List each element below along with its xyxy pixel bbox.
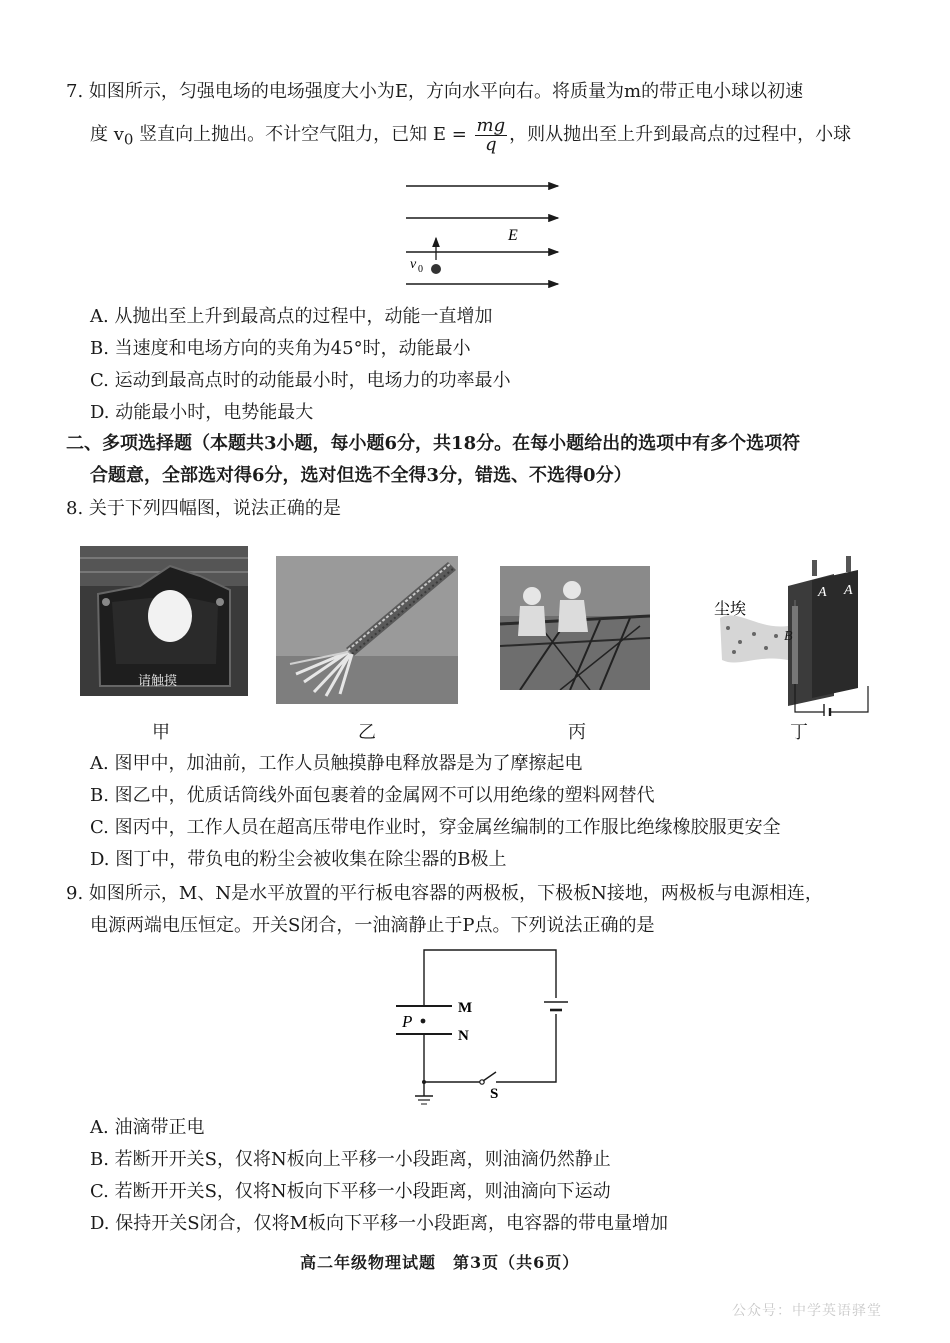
q7-text-c: ，则从抛出至上升到最高点的过程中，小球: [509, 124, 852, 145]
q9-option-c: C. 若断开开关S，仅将N板向下平移一小段距离，则油滴向下运动: [90, 1181, 611, 1202]
section2-line1: 二、多项选择题（本题共3小题，每小题6分，共18分。在每小题给出的选项中有多个选项符: [66, 433, 801, 454]
q7-option-b: B. 当速度和电场方向的夹角为45°时，动能最小: [90, 338, 471, 359]
q8-option-b: B. 图乙中，优质话筒线外面包裹着的金属网不可以用绝缘的塑料网替代: [90, 785, 655, 806]
q8-stem: 8. 关于下列四幅图，说法正确的是: [66, 498, 341, 519]
caption-yi: 乙: [358, 722, 376, 743]
q8-option-d: D. 图丁中，带负电的粉尘会被收集在除尘器的B极上: [90, 849, 507, 870]
dust-stream: [720, 615, 788, 662]
caption-ding: 丁: [790, 722, 808, 743]
photo-jia: [80, 546, 248, 696]
plate-B: [792, 606, 798, 684]
caption-jia: 甲: [152, 722, 170, 743]
watermark: 公众号：中学英语驿堂: [732, 1303, 882, 1319]
q7-v0-sub: 0: [123, 130, 134, 149]
q7-option-d: D. 动能最小时，电势能最大: [90, 402, 314, 423]
q8-option-c: C. 图丙中，工作人员在超高压带电作业时，穿金属丝编制的工作服比绝缘橡胶服更安全: [90, 817, 781, 838]
dust-collector-diagram: [708, 556, 878, 716]
q7-text-b: 竖直向上抛出。不计空气阻力，已知 E =: [133, 124, 473, 145]
q9-option-a: A. 油滴带正电: [90, 1117, 205, 1138]
q7-option-a: A. 从抛出至上升到最高点的过程中，动能一直增加: [90, 306, 493, 327]
label-E: E: [508, 227, 518, 244]
q9-stem-line2: 电源两端电压恒定。开关S闭合，一油滴静止于P点。下列说法正确的是: [90, 915, 655, 936]
page-footer: 高二年级物理试题 第3页（共6页）: [300, 1253, 580, 1272]
q7-option-c: C. 运动到最高点时的动能最小时，电场力的功率最小: [90, 370, 511, 391]
q8-option-a: A. 图甲中，加油前，工作人员触摸静电释放器是为了摩擦起电: [90, 753, 583, 774]
label-dust: 尘埃: [714, 601, 747, 618]
label-N: N: [458, 1028, 469, 1044]
photo-jia-sign: 请触摸: [138, 674, 178, 689]
section2-line2: 合题意，全部选对得6分，选对但选不全得3分，错选、不选得0分）: [90, 465, 632, 486]
photo-bing: [500, 566, 650, 690]
label-A1: A: [818, 585, 827, 600]
q7-frac-num: mg: [476, 114, 506, 136]
caption-bing: 丙: [568, 722, 586, 743]
q7-frac-den: q: [485, 133, 497, 155]
q9-stem-line1: 9. 如图所示，M、N是水平放置的平行板电容器的两极板，下极板N接地，两极板与电源相连，: [66, 883, 823, 904]
label-S: S: [490, 1086, 499, 1102]
label-P: P: [402, 1012, 413, 1031]
label-B: B: [784, 629, 793, 644]
q7-stem-line1: 7. 如图所示，匀强电场的电场强度大小为E，方向水平向右。将质量为m的带正电小球以初速: [66, 81, 804, 102]
label-v-sub: 0: [418, 264, 423, 275]
photo-yi: [276, 556, 458, 704]
capacitor-circuit-diagram: [390, 944, 570, 1112]
photo-bing-art: [500, 566, 650, 690]
charged-ball: [431, 264, 441, 274]
q9-option-b: B. 若断开开关S，仅将N板向上平移一小段距离，则油滴仍然静止: [90, 1149, 611, 1170]
label-M: M: [458, 1000, 473, 1016]
q7-text-a: 度 v: [90, 124, 124, 145]
label-v: v: [410, 257, 417, 272]
photo-yi-art: [276, 556, 458, 704]
label-A2: A: [844, 583, 853, 598]
switch-S: [483, 1072, 496, 1081]
oil-drop-P: [421, 1019, 426, 1024]
q7-fraction: [475, 114, 508, 155]
q7-stem-line2: [90, 116, 851, 159]
q7-field-diagram: [400, 172, 570, 290]
q9-option-d: D. 保持开关S闭合，仅将M板向下平移一小段距离，电容器的带电量增加: [90, 1213, 668, 1234]
